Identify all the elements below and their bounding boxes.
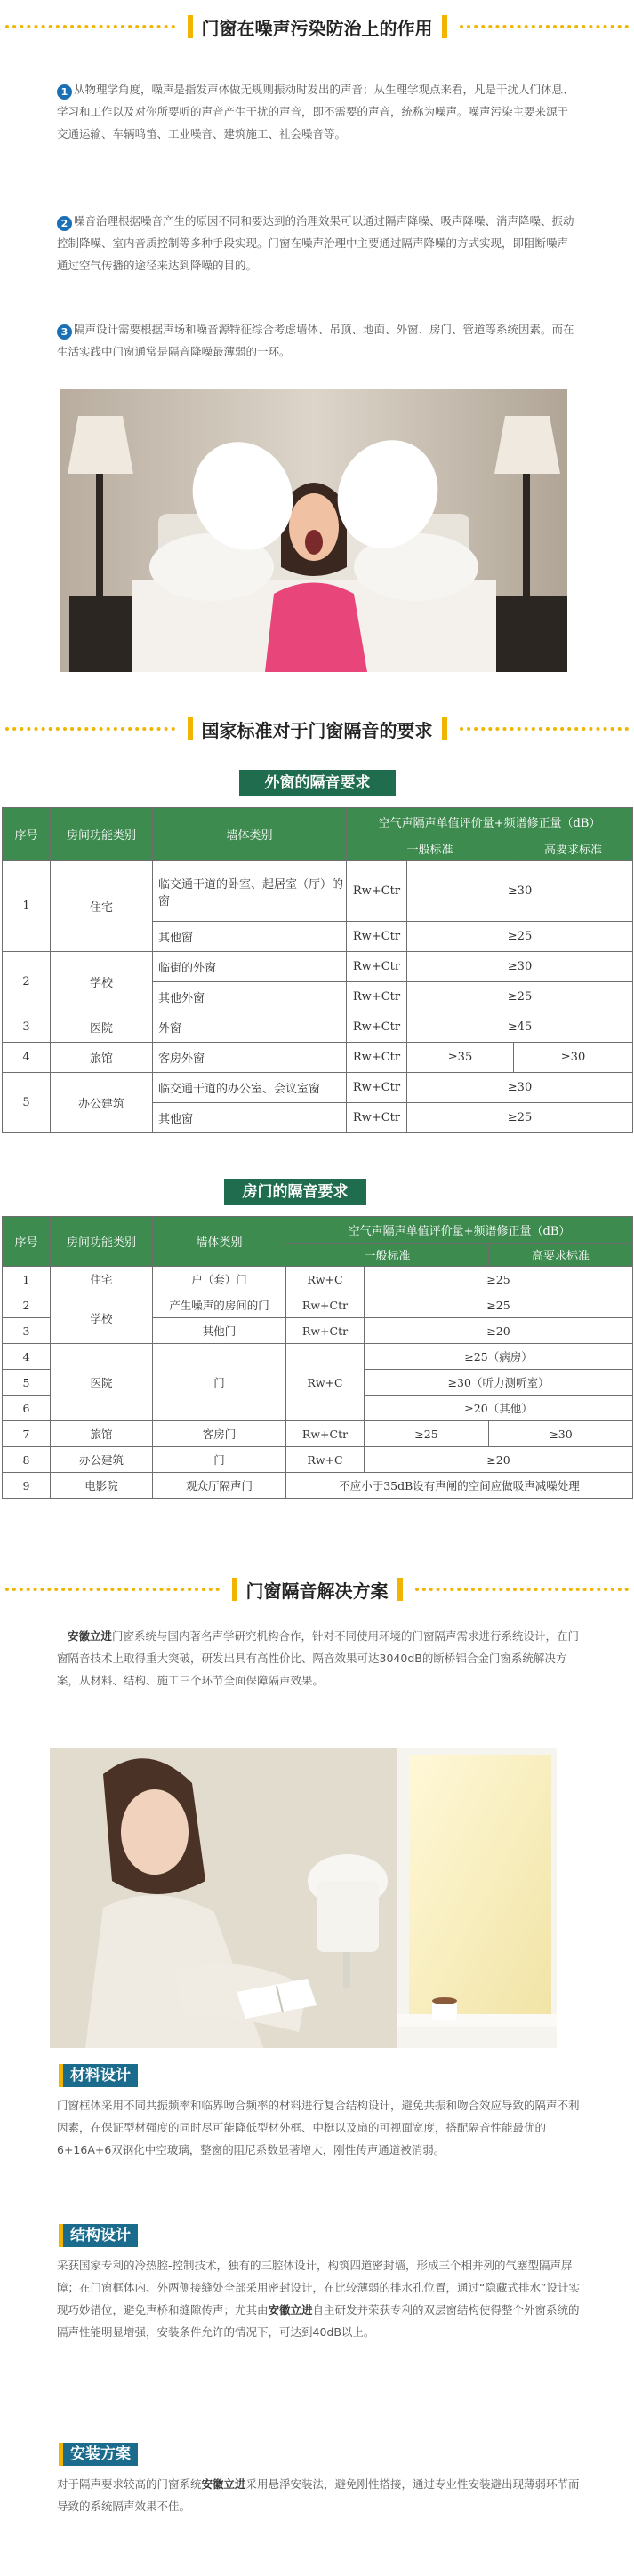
table-row: 3 医院 外窗 Rw+Ctr ≥45 bbox=[3, 1012, 633, 1043]
table-row: 9 电影院 观众厅隔声门 不应小于35dB设有声闸的空间应做吸声减噪处理 bbox=[3, 1473, 633, 1499]
brand-name: 安徽立进 bbox=[68, 1629, 113, 1643]
dotted-line bbox=[460, 727, 630, 731]
header-room: 房间功能类别 bbox=[51, 1217, 153, 1267]
table-row: 7 旅馆 客房门 Rw+Ctr ≥25 ≥30 bbox=[3, 1421, 633, 1447]
table-row: 其他窗 Rw+Ctr ≥25 bbox=[3, 1103, 633, 1133]
accent-bar bbox=[397, 1578, 403, 1601]
brand-name: 安徽立进 bbox=[201, 2477, 246, 2491]
section-header-solution bbox=[0, 1572, 634, 1607]
header-general: 一般标准 bbox=[347, 836, 514, 861]
dotted-line bbox=[5, 25, 175, 28]
illustration-noise bbox=[60, 389, 567, 672]
dotted-line bbox=[5, 1588, 220, 1591]
accent-bar bbox=[442, 15, 447, 38]
paragraph-3: 3 隔声设计需要根据声场和噪音源特征综合考虑墙体、吊顶、地面、外窗、房门、管道等系统因素。而在生活实践中门窗通常是隔音降噪最薄弱的一环。 bbox=[57, 323, 574, 358]
header-no: 序号 bbox=[3, 1217, 51, 1267]
table-row: 其他外窗 Rw+Ctr ≥25 bbox=[3, 982, 633, 1012]
header-type: 墙体类别 bbox=[153, 808, 347, 861]
table-row: 1 住宅 户（套）门 Rw+C ≥25 bbox=[3, 1267, 633, 1292]
structure-text: 采获国家专利的冷热腔-控制技术，独有的三腔体设计，构筑四道密封墙，形成三个相并列的气塞型隔声屏障；在门窗框体内、外两侧接缝处全部采用密封设计，在比较薄弱的排水孔位置，通过“隐藏式排水”设计实现巧妙错位，避免声桥和缝隙传声；尤其由安徽立进自主研发并荣获专利的双层窗结构使得整个外窗系统的隔声性能明显增强，安装条件允许的情况下，可达到40dB以上。 bbox=[57, 2259, 580, 2339]
dotted-line bbox=[5, 727, 175, 731]
table-row: 1 住宅 临交通干道的卧室、起居室（厅）的窗 Rw+Ctr ≥30 bbox=[3, 861, 633, 922]
paragraph-1: 1 从物理学角度，噪声是指发声体做无规则振动时发出的声音；从生理学观点来看，凡是干扰人们休息、学习和工作以及对你所要听的声音产生干扰的声音，即不需要的声音，统称为噪声。噪声污染主要来源于交通运输、车辆鸣笛、工业噪音、建筑施工、社会噪音等。 bbox=[57, 83, 574, 140]
header-type: 墙体类别 bbox=[153, 1217, 286, 1267]
table-row: 5 ≥30（听力测听室） bbox=[3, 1370, 633, 1396]
table-row: 4 医院 门 Rw+C ≥25（病房） bbox=[3, 1344, 633, 1370]
window-standard-table bbox=[2, 807, 633, 1133]
header-no: 序号 bbox=[3, 808, 51, 861]
illustration-reading bbox=[50, 1748, 557, 2048]
section-title: 门窗在噪声污染防治上的作用 bbox=[201, 17, 433, 39]
photo-woman-covering-ears bbox=[60, 389, 567, 672]
table-row: 其他窗 Rw+Ctr ≥25 bbox=[3, 922, 633, 952]
door-standard-table bbox=[2, 1216, 633, 1499]
table-row: 3 其他门 Rw+Ctr ≥20 bbox=[3, 1318, 633, 1344]
paragraph-2: 2 噪音治理根据噪音产生的原因不同和要达到的治理效果可以通过隔声降噪、吸声降噪、消声降噪、振动控制降噪、室内音质控制等多种手段实现。门窗在噪声治理中主要通过隔声降噪的方式实现，即阻断噪声通过空气传播的途径来达到降噪的目的。 bbox=[57, 214, 574, 272]
subheading-install: 安装方案 bbox=[59, 2443, 138, 2466]
brand-name: 安徽立进 bbox=[268, 2303, 313, 2316]
subheading-structure: 结构设计 bbox=[59, 2224, 138, 2247]
table-row: 2 学校 临街的外窗 Rw+Ctr ≥30 bbox=[3, 952, 633, 982]
table-row: 5 办公建筑 临交通干道的办公室、会议室窗 Rw+Ctr ≥30 bbox=[3, 1073, 633, 1103]
table-caption-window: 外窗的隔音要求 bbox=[239, 770, 396, 796]
header-metric: 空气声隔声单值评价量+频谱修正量（dB） bbox=[286, 1217, 633, 1244]
dotted-line bbox=[415, 1588, 630, 1591]
section-header-standards bbox=[0, 711, 634, 747]
table-row: 8 办公建筑 门 Rw+C ≥20 bbox=[3, 1447, 633, 1473]
section-header-noise bbox=[0, 9, 634, 44]
header-high: 高要求标准 bbox=[489, 1244, 633, 1267]
install-text: 对于隔声要求较高的门窗系统安徽立进采用悬浮安装法，避免刚性搭接，通过专业性安装避出现薄弱环节而导致的系统隔声效果不佳。 bbox=[57, 2477, 580, 2513]
header-metric: 空气声隔声单值评价量+频谱修正量（dB） bbox=[347, 808, 633, 836]
number-badge: 1 bbox=[57, 84, 72, 100]
table-caption-door: 房门的隔音要求 bbox=[224, 1179, 366, 1205]
header-room: 房间功能类别 bbox=[51, 808, 153, 861]
table-row: 4 旅馆 客房外窗 Rw+Ctr ≥35 ≥30 bbox=[3, 1043, 633, 1073]
header-high: 高要求标准 bbox=[514, 836, 633, 861]
photo-woman-reading-by-window bbox=[50, 1748, 557, 2048]
material-text: 门窗框体采用不同共振频率和临界吻合频率的材料进行复合结构设计，避免共振和吻合效应导致的隔声不利因素，在保证型材强度的同时尽可能降低型材外框、中梃以及扇的可视面宽度，搭配隔音性能最优的6+16A+6双钢化中空玻璃，整窗的阻尼系数显著增大，刚性传声通道被消弱。 bbox=[57, 2099, 580, 2156]
section-title: 门窗隔音解决方案 bbox=[245, 1580, 389, 1602]
subheading-material: 材料设计 bbox=[59, 2064, 138, 2087]
section-title: 国家标准对于门窗隔音的要求 bbox=[201, 719, 433, 741]
table-row: 6 ≥20（其他） bbox=[3, 1396, 633, 1421]
dotted-line bbox=[460, 25, 630, 28]
accent-bar bbox=[442, 717, 447, 740]
header-general: 一般标准 bbox=[286, 1244, 489, 1267]
table-row: 2 学校 产生噪声的房间的门 Rw+Ctr ≥25 bbox=[3, 1292, 633, 1318]
solution-intro: 安徽立进门窗系统与国内著名声学研究机构合作，针对不同使用环境的门窗隔声需求进行系统设计，在门窗隔音技术上取得重大突破，研发出具有高性价比、隔音效果可达3040dB的断桥铝合金门窗系统解决方案，从材料、结构、施工三个环节全面保障隔声效果。 bbox=[57, 1629, 580, 1687]
number-badge: 2 bbox=[57, 216, 72, 231]
number-badge: 3 bbox=[57, 324, 72, 340]
